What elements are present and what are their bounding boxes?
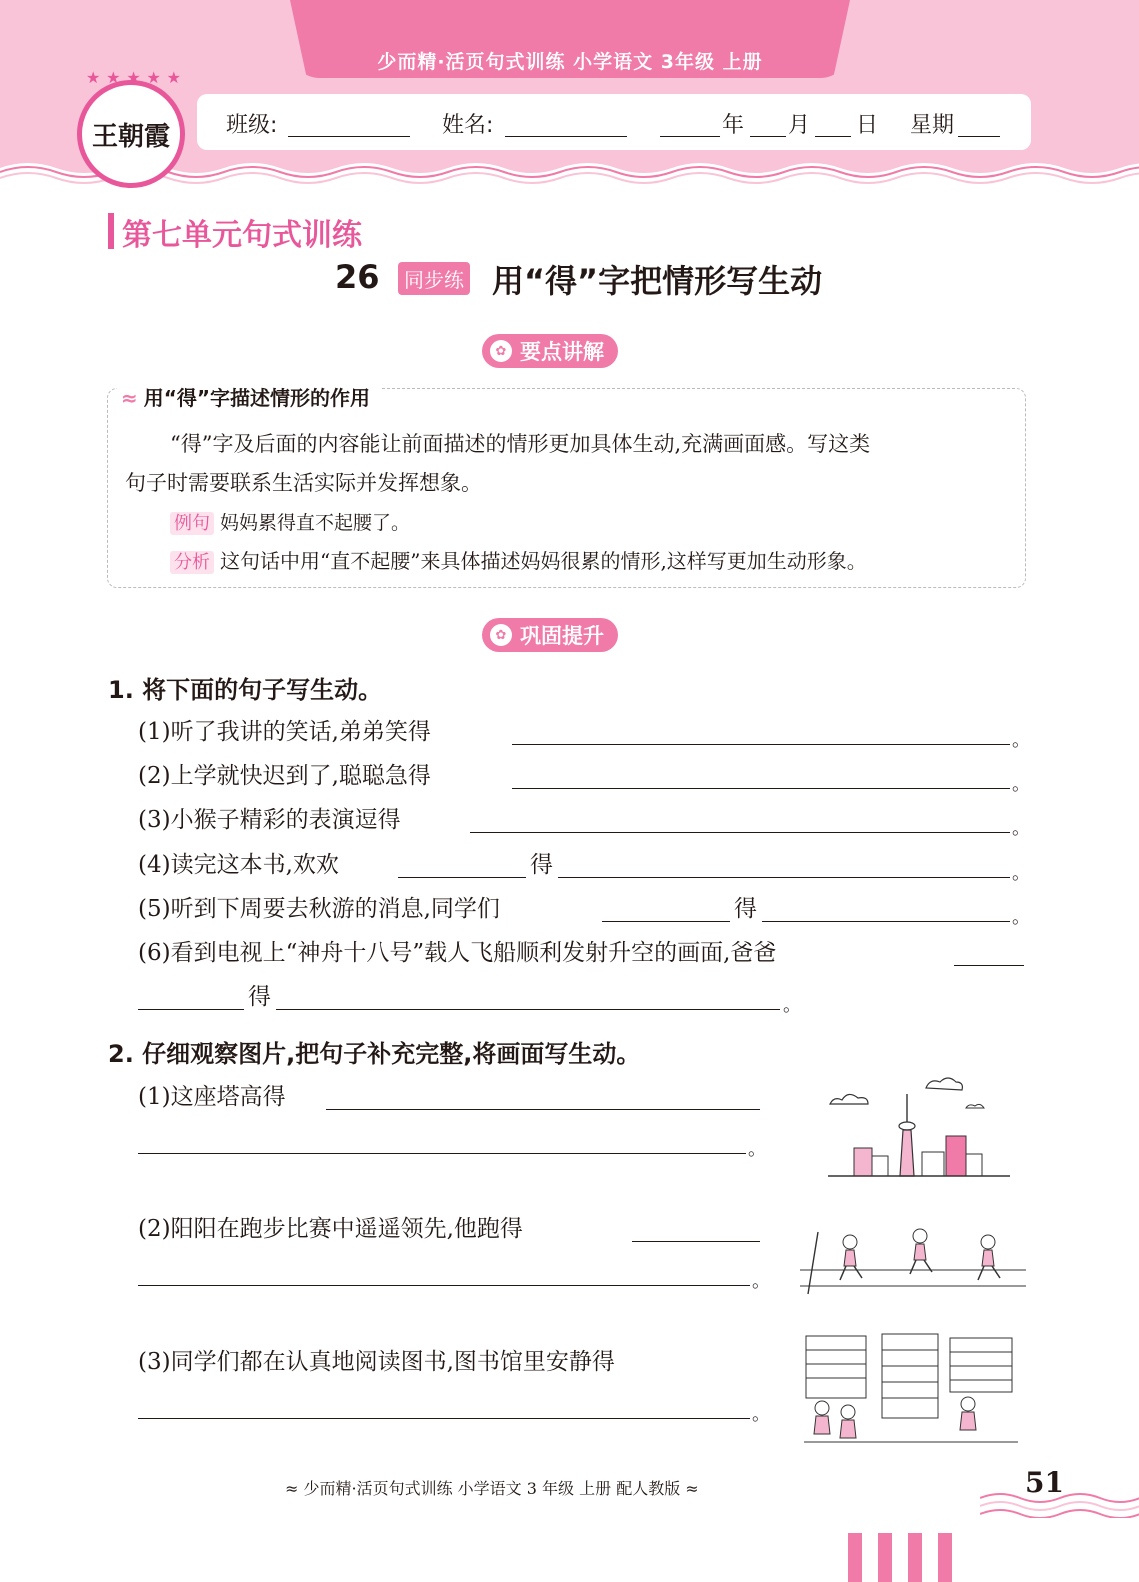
explanation-heading — [117, 382, 380, 411]
day-field[interactable] — [815, 112, 851, 137]
lesson-title: 用“得”字把情形写生动 — [492, 262, 823, 300]
year-label: 年 — [722, 113, 745, 138]
weekday-field[interactable] — [958, 112, 1000, 137]
logo-text: 王朝霞 — [91, 121, 170, 152]
q2-item-1-answer[interactable] — [326, 1083, 760, 1110]
library-picture — [800, 1330, 1022, 1450]
period: 。 — [1012, 818, 1030, 839]
star-icon: ★ — [166, 68, 181, 87]
q1-item-4-de: 得 — [530, 852, 553, 878]
q1-item-6-blank-b[interactable] — [276, 983, 780, 1010]
brand-logo — [77, 80, 185, 188]
q1-item-6-blank-a-cont[interactable] — [138, 983, 244, 1010]
explanation-paragraph-line2: 句子时需要联系生活实际并发挥想象。 — [125, 471, 482, 495]
pill-label: 巩固提升 — [520, 624, 604, 648]
unit-title-bar — [108, 213, 114, 249]
q2-item-1-text: (1)这座塔高得 — [138, 1084, 286, 1110]
period: 。 — [1012, 863, 1030, 884]
q1-item-1-text: (1)听了我讲的笑话,弟弟笑得 — [138, 719, 431, 745]
analysis-row — [170, 545, 867, 574]
footer-wave-decoration — [980, 1488, 1139, 1518]
series-title: 少而精·活页句式训练 小学语文 3年级 上册 — [377, 51, 763, 73]
question-1-title: 1. 将下面的句子写生动。 — [108, 676, 383, 704]
q1-item-6-text: (6)看到电视上“神舟十八号”载人飞船顺利发射升空的画面,爸爸 — [138, 940, 777, 966]
page-tab-marker — [938, 1533, 952, 1582]
q1-item-2-answer[interactable] — [512, 762, 1010, 789]
page-tab-marker — [878, 1533, 892, 1582]
q2-item-3-answer[interactable] — [138, 1392, 750, 1419]
month-field[interactable] — [750, 112, 786, 137]
q2-item-2-text: (2)阳阳在跑步比赛中遥遥领先,他跑得 — [138, 1216, 523, 1242]
page-tab-marker — [848, 1533, 862, 1582]
q1-item-4-blank-b[interactable] — [558, 851, 1010, 878]
year-field[interactable] — [660, 112, 720, 137]
class-label: 班级: — [226, 113, 278, 138]
section-pill-practice — [482, 618, 618, 652]
q1-item-4-blank-a[interactable] — [398, 851, 526, 878]
period: 。 — [748, 1139, 766, 1160]
tower-picture — [826, 1068, 1012, 1182]
period: 。 — [1012, 730, 1030, 751]
name-label: 姓名: — [442, 113, 494, 138]
medal-icon: ✿ — [490, 624, 512, 646]
star-icon: ★ — [146, 68, 161, 87]
q1-item-1-answer[interactable] — [512, 718, 1010, 745]
question-2-title: 2. 仔细观察图片,把句子补充完整,将画面写生动。 — [108, 1040, 641, 1068]
q1-item-3-answer[interactable] — [470, 806, 1010, 833]
class-field[interactable] — [288, 112, 410, 137]
analysis-text: 这句话中用“直不起腰”来具体描述妈妈很累的情形,这样写更加生动形象。 — [220, 549, 867, 573]
period: 。 — [1012, 774, 1030, 795]
unit-title: 第七单元句式训练 — [122, 218, 362, 253]
logo-stars — [86, 68, 181, 87]
star-icon: ★ — [126, 68, 141, 87]
q1-item-3-text: (3)小猴子精彩的表演逗得 — [138, 807, 401, 833]
page-tab-marker — [908, 1533, 922, 1582]
month-label: 月 — [788, 113, 811, 138]
lesson-tag: 同步练 — [398, 262, 470, 295]
day-label: 日 — [856, 113, 879, 138]
analysis-tag: 分析 — [170, 551, 214, 574]
footer-series-text: ≈ 少而精·活页句式训练 小学语文 3 年级 上册 配人教版 ≈ — [285, 1479, 699, 1498]
q1-item-6-blank-a[interactable] — [954, 939, 1024, 966]
q1-item-4-text: (4)读完这本书,欢欢 — [138, 852, 339, 878]
page-number: 51 — [1025, 1466, 1064, 1499]
example-text: 妈妈累得直不起腰了。 — [220, 512, 411, 534]
q1-item-2-text: (2)上学就快迟到了,聪聪急得 — [138, 763, 431, 789]
section-pill-key-points — [482, 334, 618, 368]
lesson-number: 26 — [335, 258, 380, 296]
star-icon: ★ — [106, 68, 121, 87]
medal-icon: ✿ — [490, 340, 512, 362]
period: 。 — [752, 1404, 770, 1425]
q1-item-5-blank-a[interactable] — [602, 895, 730, 922]
weekday-label: 星期 — [910, 113, 955, 138]
q1-item-5-text: (5)听到下周要去秋游的消息,同学们 — [138, 896, 500, 922]
running-race-picture — [800, 1222, 1026, 1298]
q2-item-3-text: (3)同学们都在认真地阅读图书,图书馆里安静得 — [138, 1349, 615, 1375]
explanation-paragraph-line1: “得”字及后面的内容能让前面描述的情形更加具体生动,充满画面感。写这类 — [170, 432, 871, 456]
q1-item-5-de: 得 — [734, 896, 757, 922]
star-icon: ★ — [86, 68, 101, 87]
q1-item-6-de: 得 — [248, 984, 271, 1010]
explanation-heading-text: 用“得”字描述情形的作用 — [143, 386, 371, 410]
period: 。 — [752, 1271, 770, 1292]
q2-item-2-answer-cont[interactable] — [138, 1259, 750, 1286]
example-row — [170, 508, 410, 535]
q2-item-1-answer-cont[interactable] — [138, 1127, 746, 1154]
wave-icon: ≈ — [121, 386, 138, 410]
example-tag: 例句 — [170, 512, 214, 535]
period: 。 — [1012, 907, 1030, 928]
period: 。 — [783, 995, 801, 1016]
pill-label: 要点讲解 — [520, 340, 604, 364]
name-field[interactable] — [505, 112, 627, 137]
q2-item-2-answer[interactable] — [632, 1215, 760, 1242]
q1-item-5-blank-b[interactable] — [762, 895, 1010, 922]
